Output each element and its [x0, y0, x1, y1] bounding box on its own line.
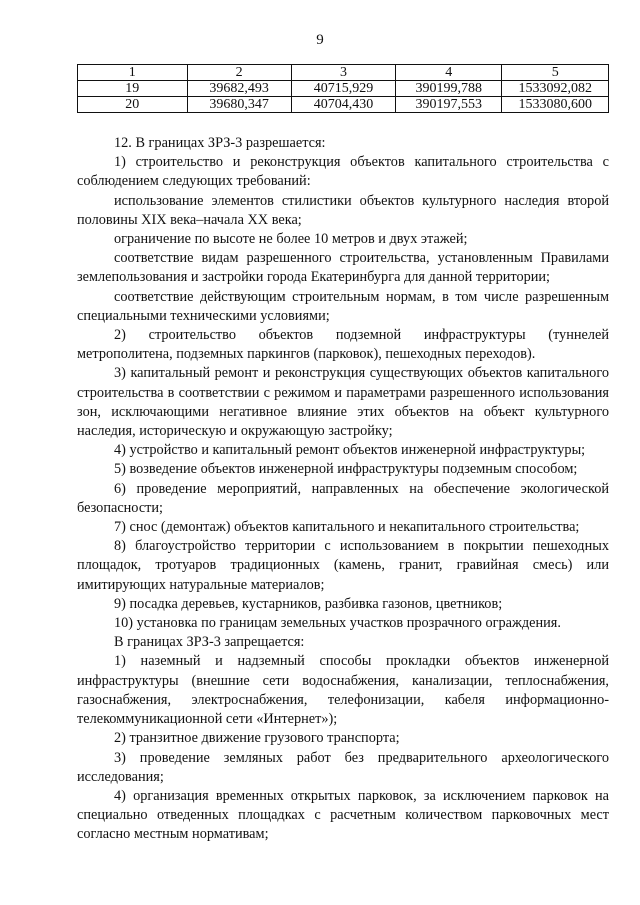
paragraph: 5) возведение объектов инженерной инфраструктуры подземным способом;: [114, 461, 578, 478]
table-cell: 390197,553: [396, 97, 502, 113]
coordinates-table: [77, 64, 609, 113]
paragraph: 6) проведение мероприятий, направленных на обеспечение экологической безопасности;: [77, 480, 609, 516]
paragraph: соответствие действующим строительным нормам, в том числе разрешенным специальными техническими условиями;: [77, 288, 609, 324]
table-cell: 1533092,082: [502, 81, 609, 97]
paragraph: 8) благоустройство территории с использованием в покрытии пешеходных площадок, тротуаров традиционных (камень, гранит, гравийная смесь) или имитирующих натуральные материалов;: [77, 538, 609, 593]
paragraph: ограничение по высоте не более 10 метров и двух этажей;: [114, 231, 468, 248]
paragraph: использование элементов стилистики объектов культурного наследия второй половины XIX века–начала XX века;: [77, 192, 609, 228]
table-header-cell: 2: [187, 65, 291, 81]
paragraph: 1) наземный и надземный способы прокладки объектов инженерной инфраструктуры (внешние сети водоснабжения, канализации, теплоснабжения, газоснабжения, электроснабжения, телефонизации, кабеля информационно-телекоммуникационной сети «Интернет»);: [77, 653, 609, 728]
table-cell: 390199,788: [396, 81, 502, 97]
table-cell: 19: [78, 81, 188, 97]
table-row: [78, 81, 609, 97]
table-row: [78, 97, 609, 113]
table-header-cell: 3: [291, 65, 395, 81]
table-cell: 39682,493: [187, 81, 291, 97]
table-header-cell: 1: [78, 65, 188, 81]
paragraph: соответствие видам разрешенного строительства, установленным Правилами землепользования и застройки города Екатеринбурга для данной территории;: [77, 250, 609, 286]
page-number: 9: [316, 32, 324, 48]
paragraph-heading-allowed: 12. В границах ЗРЗ-3 разрешается:: [114, 135, 326, 151]
table-cell: 39680,347: [187, 97, 291, 113]
table-header-cell: 5: [502, 65, 609, 81]
paragraph: 7) снос (демонтаж) объектов капитального и некапитального строительства;: [114, 519, 580, 536]
paragraph: 10) установка по границам земельных участков прозрачного ограждения.: [114, 615, 561, 632]
paragraph: 3) проведение земляных работ без предварительного археологического исследования;: [77, 749, 609, 785]
paragraph: 1) строительство и реконструкция объектов капитального строительства с соблюдением следующих требований:: [77, 154, 609, 190]
table-cell: 20: [78, 97, 188, 113]
paragraph: 2) транзитное движение грузового транспорта;: [114, 730, 400, 747]
table-cell: 40715,929: [291, 81, 395, 97]
paragraph: 3) капитальный ремонт и реконструкция существующих объектов капитального строительства в соответствии с режимом и параметрами разрешенного использования зон, исключающими негативное влияние этих объектов на объект культурного наследия, историческую и окружающую застройку;: [77, 365, 609, 440]
paragraph: 9) посадка деревьев, кустарников, разбивка газонов, цветников;: [114, 595, 503, 612]
paragraph: 4) организация временных открытых парковок, за исключением парковок на специально отведенных площадках с расчетным количеством парковочных мест согласно местным нормативам;: [77, 787, 609, 843]
table-header-row: [78, 65, 609, 81]
paragraph-heading-prohibited: В границах ЗРЗ-3 запрещается:: [114, 634, 305, 651]
document-body: [77, 134, 609, 845]
table-cell: 1533080,600: [502, 97, 609, 113]
table-header-cell: 4: [396, 65, 502, 81]
paragraph: 2) строительство объектов подземной инфраструктуры (туннелей метрополитена, подземных паркингов (парковок), пешеходных переходов).: [77, 327, 609, 363]
table-cell: 40704,430: [291, 97, 395, 113]
paragraph: 4) устройство и капитальный ремонт объектов инженерной инфраструктуры;: [114, 442, 586, 459]
